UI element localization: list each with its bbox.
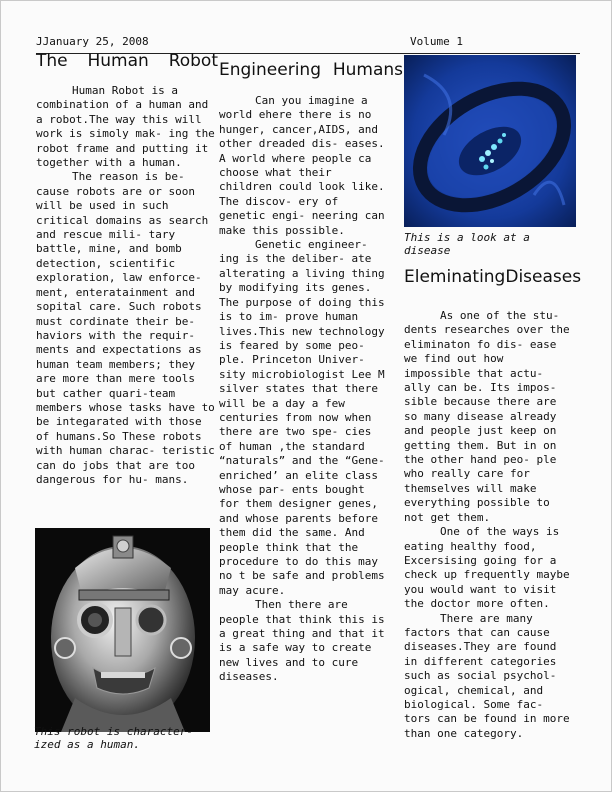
article-body-engineering-humans xyxy=(219,94,391,685)
article-title-engineering-humans xyxy=(219,60,403,80)
title-word: Human xyxy=(87,51,149,71)
title-word: The xyxy=(36,51,68,71)
title-word: Humans xyxy=(332,60,403,80)
title-word: Diseases xyxy=(505,267,582,287)
issue-date: JJanuary 25, 2008 xyxy=(36,35,149,48)
paragraph: Can you imagine a world ehere there is no hunger, cancer,AIDS, and other dreaded dis- eases. A world where people ca choose what their children could look like. The discov- ery of genetic engi- neering can make this possible. xyxy=(219,94,385,237)
robot-image-caption: This robot is character- ized as a human. xyxy=(34,725,193,751)
paragraph: Human Robot is a combination of a human and a robot.The way this will work is simoly mak- ing the robot frame and putting it together with a human. xyxy=(36,84,215,170)
title-word: Robot xyxy=(168,51,218,71)
robot-head-image xyxy=(35,528,210,732)
paragraph: There are many factors that can cause diseases.They are found in different categories such as social psychol- ogical, chemical, and biological. Some fac- tors can be found in more than one category. xyxy=(404,611,570,740)
paragraph: Then there are people that think this is a great thing and that it is a safe way to create new lives and to cure diseases. xyxy=(219,598,385,684)
title-word: Eleminating xyxy=(404,267,506,287)
article-title-human-robot xyxy=(36,51,218,71)
paragraph: One of the ways is eating healthy food, Excersising going for a check up frequently maybe you would want to visit the doctor more often. xyxy=(404,525,570,611)
article-body-human-robot xyxy=(36,84,218,487)
article-body-eliminating-diseases xyxy=(404,309,576,741)
disease-image-caption: This is a look at a disease xyxy=(404,231,530,257)
paragraph: Genetic engineer- ing is the deliber- ate alterating a living thing by modifying its genes. The purpose of doing this is to im- prove human lives.This new technology is feared by some peo- ple. Princeton Univer- sity microbiologist Lee M silver states that there will be a day a few centuries from now when there are two spe- cies of human ,the standard “naturals” and the “Gene-enriched’ an elite class whose par- ents bought for them designer genes, and whose parents before them did the same. And people think that the procedure to do this may no t be safe and problems may acure. xyxy=(219,238,385,597)
paragraph: The reason is be- cause robots are or soon will be used in such critical domains as search and rescue mili- tary battle, mine, and bomb detection, scientific exploration, law enforce- ment, enteratainment and sopital care. Such robots must cordinate their be- haviors with the requir- ments and expectations as human team members; they are more than mere tools but cather quari-team members whose tasks have to be integarated with those of humans.So These robots with human charac- teristic can do jobs that are too dangerous for hu- mans. xyxy=(36,170,215,486)
disease-microscope-image xyxy=(404,55,576,227)
title-word: Engineering xyxy=(219,60,321,80)
article-title-eliminating-diseases xyxy=(404,267,582,287)
paragraph: As one of the stu- dents researches over the eliminaton fo dis- ease we find out how impossible that actu- ally can be. Its impos- sible because there are so many disease already and people just keep on getting them. But in on the other hand peo- ple who really care for themselves will make everything possible to not get them. xyxy=(404,309,570,524)
volume-number: Volume 1 xyxy=(410,35,463,48)
